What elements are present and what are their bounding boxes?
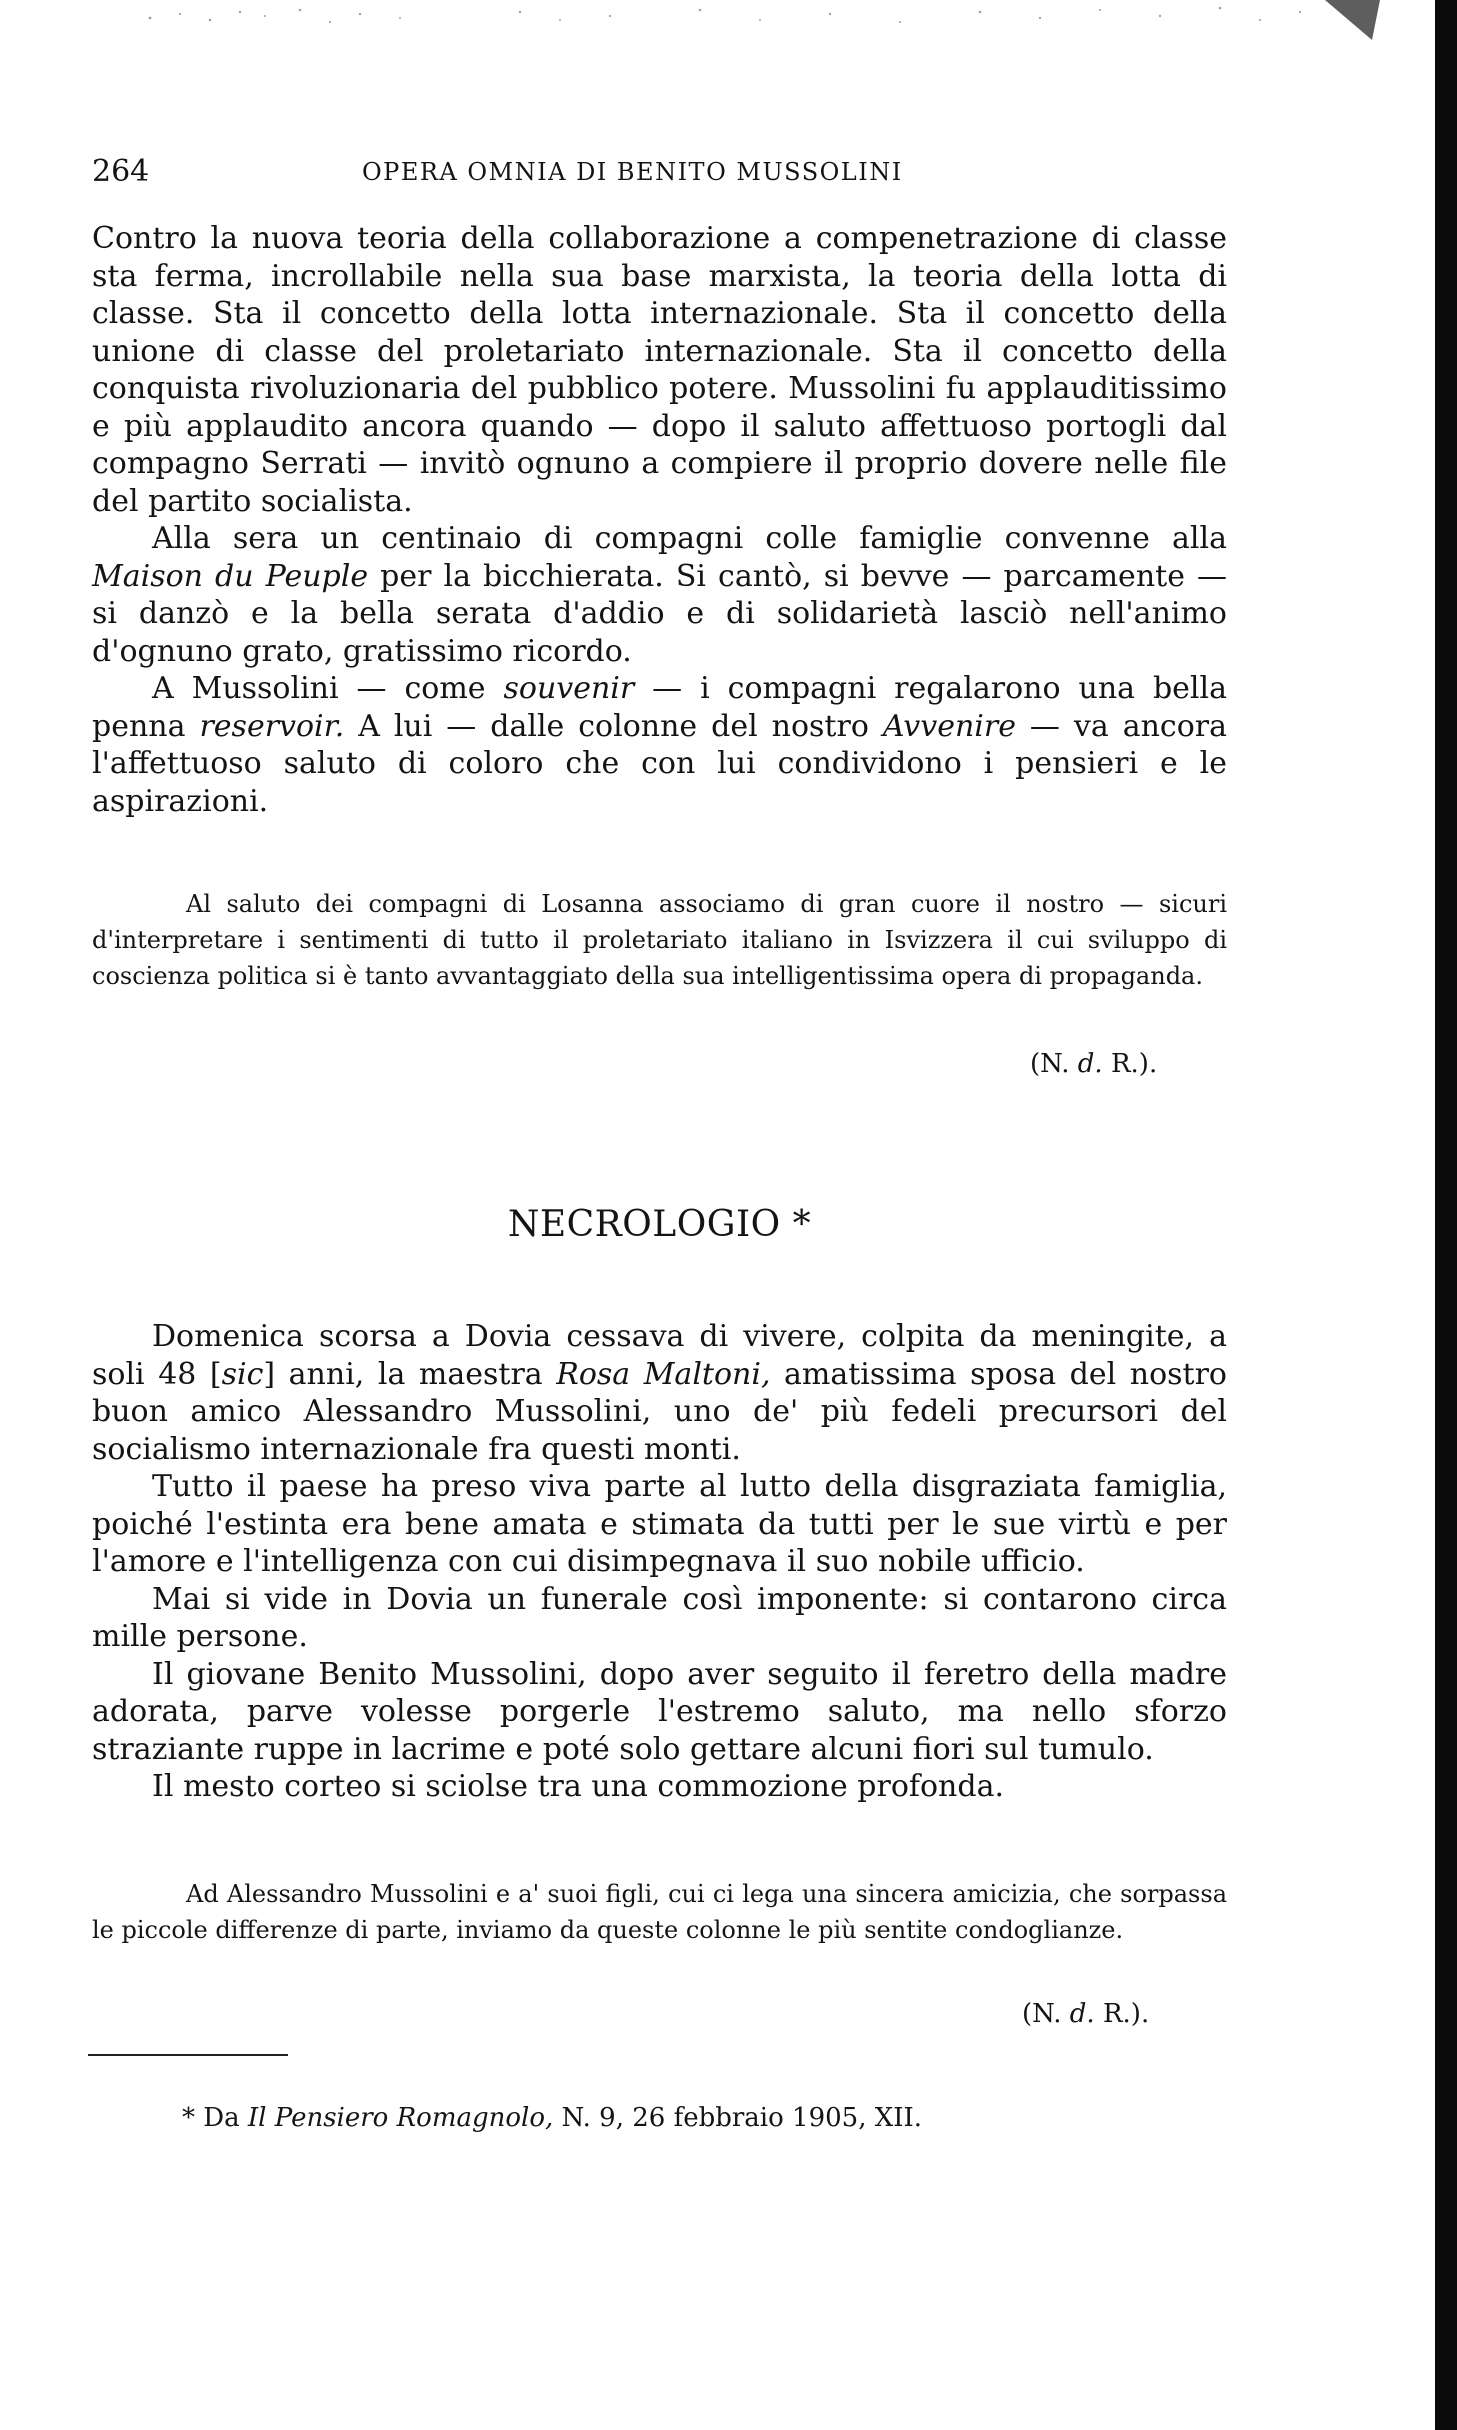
scan-edge-shadow <box>1435 0 1457 2430</box>
editor-note-1-text: Al saluto dei compagni di Losanna associamo di gran cuore il nostro — sicuri d'interpretare i sentimenti di tutto il proletariato italiano in Isvizzera il cui sviluppo di coscienza politica si è tanto avvantaggiato della sua intelligentissima opera di propaganda. <box>92 890 1227 990</box>
article-paragraph-1: Contro la nuova teoria della collaborazione a compenetrazione di classe sta ferma, incrollabile nella sua base marxista, la teoria della lotta di classe. Sta il concetto della lotta internazionale. Sta il concetto della unione di classe del proletariato internazionale. Sta il concetto della conquista rivoluzionaria del pubblico potere. Mussolini fu applauditissimo e più applaudito ancora quando — dopo il saluto affettuoso portogli dal compagno Serrati — invitò ognuno a compiere il proprio dovere nelle file del partito socialista. <box>92 221 1227 519</box>
article-continuation <box>92 220 1227 820</box>
footnote-rest: N. 9, 26 febbraio 1905, XII. <box>553 2103 923 2133</box>
souvenir-italic: souvenir <box>503 671 635 706</box>
footnote <box>182 2098 922 2138</box>
signature-paren: ( <box>1030 1049 1041 1079</box>
article-paragraph-3-text-b: — i compagni regalarono una bella penna <box>92 671 1227 744</box>
article-paragraph-3-text-a: A Mussolini — come <box>152 671 504 706</box>
signature-r-2: R.). <box>1102 1999 1150 2029</box>
avvenire-italic: Avvenire <box>882 708 1016 744</box>
article-paragraph-3-text-d: — va ancora l'affettuoso saluto di coloro che con lui condividono i pensieri e le aspirazioni. <box>92 708 1227 819</box>
necrologio-p1-text-c: amatissima sposa del nostro buon amico Alessandro Mussolini, uno de' più fedeli precursori del socialismo internazionale fra questi monti. <box>92 1356 1227 1467</box>
article-paragraph-2-text-cont: per la bicchierata. Si cantò, si bevve — parcamente — si danzò e la bella serata d'addio e di solidarietà lasciò nell'animo d'ognuno grato, gratissimo ricordo. <box>92 558 1227 669</box>
necrologio-paragraph-5: Il mesto corteo si sciolse tra una commozione profonda. <box>152 1769 1004 1804</box>
necrologio-p1-text-b: ] anni, la maestra <box>263 1356 557 1392</box>
necrologio-paragraph-4: Il giovane Benito Mussolini, dopo aver seguito il feretro della madre adorata, parve volesse porgerle l'estremo saluto, ma nello sforzo straziante ruppe in lacrime e poté solo gettare alcuni fiori sul tumulo. <box>92 1656 1227 1767</box>
necrologio-title: NECROLOGIO * <box>507 1204 812 1245</box>
signature-paren-2: ( <box>1022 1999 1033 2029</box>
signature-d: d. <box>1077 1049 1103 1079</box>
signature-r: R.). <box>1110 1049 1158 1079</box>
necrologio-body <box>92 1318 1227 1806</box>
running-head: OPERA OMNIA DI BENITO MUSSOLINI <box>362 158 903 186</box>
editor-note-1-signature <box>1030 1046 1157 1082</box>
signature-n: N. <box>1040 1049 1070 1079</box>
page-header <box>92 152 1227 192</box>
rosa-maltoni-italic: Rosa Maltoni, <box>556 1356 771 1392</box>
sic-italic: sic <box>221 1356 264 1392</box>
maison-du-peuple-italic: Maison du Peuple <box>92 558 369 594</box>
article-paragraph-2-text: Alla sera un centinaio di compagni colle famiglie convenne alla <box>152 521 1227 556</box>
necrologio-paragraph-3: Mai si vide in Dovia un funerale così imponente: si contarono circa mille persone. <box>92 1581 1227 1654</box>
footnote-source-italic: Il Pensiero Romagnolo, <box>247 2103 554 2133</box>
editor-note-2 <box>92 1876 1227 1948</box>
necrologio-paragraph-1 <box>92 1318 1227 1468</box>
editor-note-1 <box>92 886 1227 994</box>
signature-n-2: N. <box>1032 1999 1062 2029</box>
footnote-da: Da <box>203 2103 248 2133</box>
article-paragraph-2 <box>92 520 1227 670</box>
scan-noise-top <box>0 0 1457 60</box>
signature-d-2: d. <box>1069 1999 1095 2029</box>
page-number: 264 <box>92 154 150 189</box>
necrologio-paragraph-2: Tutto il paese ha preso viva parte al lutto della disgraziata famiglia, poiché l'estinta era bene amata e stimata da tutti per le sue virtù e per l'amore e l'intelligenza con cui disimpegnava il suo nobile ufficio. <box>92 1469 1227 1579</box>
editor-note-2-signature <box>1022 1996 1149 2032</box>
article-paragraph-3-text-c: A lui — dalle colonne del nostro <box>344 708 883 744</box>
necrologio-p1-text-a: Domenica scorsa a Dovia cessava di vivere, colpita da meningite, a soli 48 [ <box>92 1319 1227 1392</box>
footnote-divider <box>88 2054 288 2056</box>
editor-note-2-text: Ad Alessandro Mussolini e a' suoi figli, cui ci lega una sincera amicizia, che sorpassa le piccole differenze di parte, inviamo da queste colonne le più sentite condoglianze. <box>92 1880 1227 1944</box>
footnote-marker: * <box>182 2103 195 2133</box>
reservoir-italic: reservoir. <box>199 708 345 744</box>
article-paragraph-3 <box>92 670 1227 820</box>
